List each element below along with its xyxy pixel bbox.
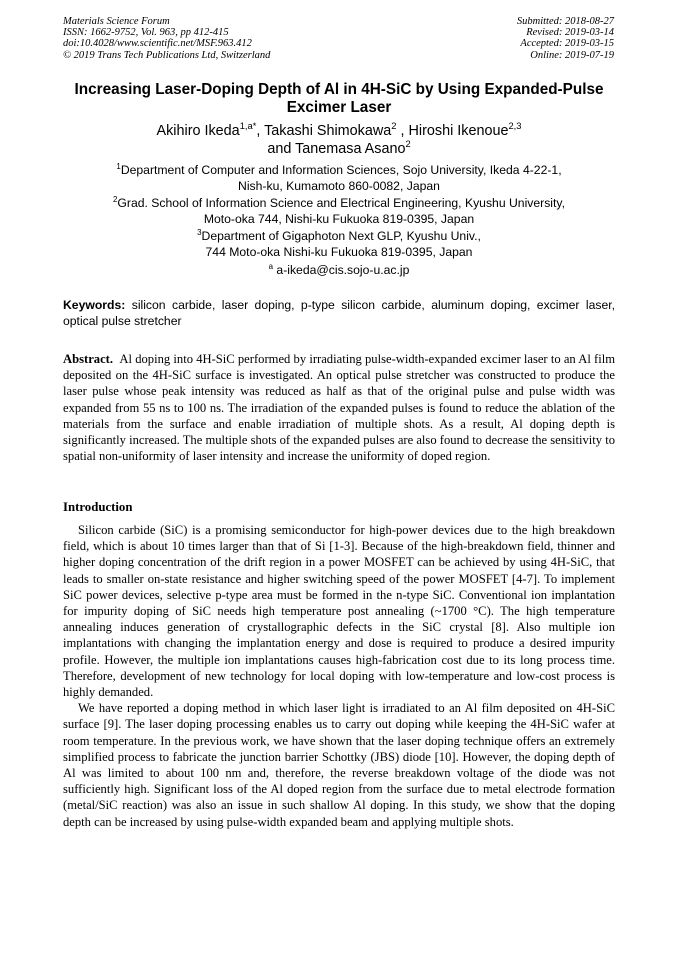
journal-issn: ISSN: 1662-9752, Vol. 963, pp 412-415 bbox=[63, 27, 229, 39]
title-line-2: Excimer Laser bbox=[286, 99, 392, 116]
affiliation-line: Grad. School of Information Science and Electrical Engineering, Kyushu University, bbox=[117, 196, 565, 211]
author-sup: 2 bbox=[405, 139, 411, 150]
affiliation-sup: 3 bbox=[197, 228, 202, 238]
author-sup: 2 bbox=[391, 121, 397, 132]
affiliation-line: Department of Computer and Information Sciences, Sojo University, Ikeda 4-22-1, bbox=[120, 163, 562, 177]
affiliation-line: Nish-ku, Kumamoto 860-0082, Japan bbox=[238, 178, 440, 193]
keywords-text: silicon carbide, laser doping, p-type silicon carbide, aluminum doping, excimer laser, optical pulse stretcher bbox=[63, 298, 615, 328]
affiliation-3 bbox=[40, 229, 638, 260]
author-list bbox=[40, 122, 638, 158]
date-accepted: Accepted: 2019-03-15 bbox=[520, 38, 614, 50]
author-line-1: Akihiro Ikeda$^{1,a*}$, Takashi Shimokawa$^2$ , Hiroshi Ikenoue$^{2,3}$ bbox=[156, 121, 522, 139]
journal-name: Materials Science Forum bbox=[63, 16, 170, 27]
contact-email bbox=[40, 263, 638, 279]
email-sup: a bbox=[268, 261, 274, 271]
author-name: Hiroshi Ikenoue bbox=[408, 123, 509, 139]
introduction-paragraph-1: Silicon carbide (SiC) is a promising semiconductor for high-power devices due to the high breakdown field, which is about 10 times larger than that of Si [1-3]. Because of the high-breakdown field, thinner and higher doping concentration of the drift region in a power MOSFET can be achieved by using 4H-SiC, that leads to smaller on-state resistance and higher switching speed of the power MOSFET [4-7]. To implement SiC power devices, selective p-type area must be formed in the n-type SiC. Conventional ion implantation for impurity doping of SiC needs high temperature post annealing (~1700 °C). The high temperature annealing induces generation of crystallographic defects in the SiC crystal [8]. Also multiple ion implantations with changing the implantation energy and dose is required to produce a desired impurity profile. However, the multiple ion implantations causes high-fabrication cost due to its long process time. Therefore, development of new technology for local doping with low-temperature and low-cost process is highly demanded. bbox=[63, 523, 615, 700]
author-sup: 2,3 bbox=[508, 121, 522, 132]
paper-title bbox=[40, 81, 638, 117]
affiliation-2 bbox=[40, 196, 638, 227]
author-sup: 1,a* bbox=[239, 121, 257, 132]
keywords bbox=[63, 297, 615, 329]
journal-doi: doi:10.4028/www.scientific.net/MSF.963.412 bbox=[63, 38, 252, 50]
affiliation-line: 744 Moto-oka Nishi-ku Fukuoka 819-0395, Japan bbox=[205, 244, 473, 259]
author-name: Takashi Shimokawa bbox=[264, 123, 392, 139]
affiliation-1 bbox=[40, 163, 638, 194]
journal-copyright: © 2019 Trans Tech Publications Ltd, Switzerland bbox=[63, 49, 271, 61]
date-revised: Revised: 2019-03-14 bbox=[526, 27, 614, 39]
introduction-body bbox=[63, 522, 615, 830]
author-name: Akihiro Ikeda bbox=[156, 123, 240, 139]
affiliations bbox=[40, 163, 638, 278]
abstract bbox=[63, 351, 615, 464]
author-line-2 bbox=[40, 140, 638, 158]
author-conjunction: and bbox=[267, 141, 292, 157]
affiliation-sup: 2 bbox=[113, 195, 118, 205]
date-submitted: Submitted: 2018-08-27 bbox=[516, 16, 614, 27]
abstract-label: Abstract. bbox=[63, 352, 114, 366]
email-address: a-ikeda@cis.sojo-u.ac.jp bbox=[276, 262, 410, 277]
abstract-text: Al doping into 4H-SiC performed by irradiating pulse-width-expanded excimer laser to an Al film deposited on the 4H-SiC surface is investigated. An optical pulse stretcher was constructed to produce the laser pulse whose peak intensity was reduced as half as that of the original pulse and pulse width was expanded from 55 ns to 100 ns. The irradiation of the expanded pulses is found to reduce the ablation of the materials from the surface and enable irradiation of multiple shots. As a result, Al doping depth is significantly increased. The multiple shots of the expanded pulses are also found to decrease the sensitivity to spatial non-uniformity of laser intensity and increase the uniformity of doped region. bbox=[63, 352, 616, 464]
keywords-label: Keywords: bbox=[63, 298, 126, 312]
author-name: Tanemasa Asano bbox=[295, 141, 406, 157]
title-line-1: Increasing Laser-Doping Depth of Al in 4H-SiC by Using Expanded-Pulse bbox=[74, 81, 604, 98]
date-online: Online: 2019-07-19 bbox=[530, 49, 614, 61]
affiliation-sup: 1 bbox=[116, 161, 121, 171]
publication-dates bbox=[517, 16, 614, 61]
introduction-paragraph-2: We have reported a doping method in which laser light is irradiated to an Al film deposited on 4H-SiC surface [9]. The laser doping processing enables us to carry out doping while keeping the 4H-SiC wafer at room temperature. In the previous work, we have shown that the laser doping technique offers an extremely simplified process to fabricate the junction barrier Schottky (JBS) diode [10]. However, the doping depth of Al was limited to about 100 nm and, therefore, the reverse breakdown voltage of the diode was not sufficiently high. Significant loss of the Al doped region from the surface due to metal electrode formation (metal/SiC reaction) was also an issue in such shallow Al doping. In this study, we show that the doping depth can be increased by using pulse-width expanded beam and applying multiple shots. bbox=[63, 701, 615, 829]
affiliation-line: Department of Gigaphoton Next GLP, Kyushu Univ., bbox=[201, 229, 481, 244]
introduction-heading: Introduction bbox=[63, 500, 133, 514]
affiliation-line: Moto-oka 744, Nishi-ku Fukuoka 819-0395, Japan bbox=[203, 211, 475, 226]
journal-info bbox=[63, 16, 270, 61]
